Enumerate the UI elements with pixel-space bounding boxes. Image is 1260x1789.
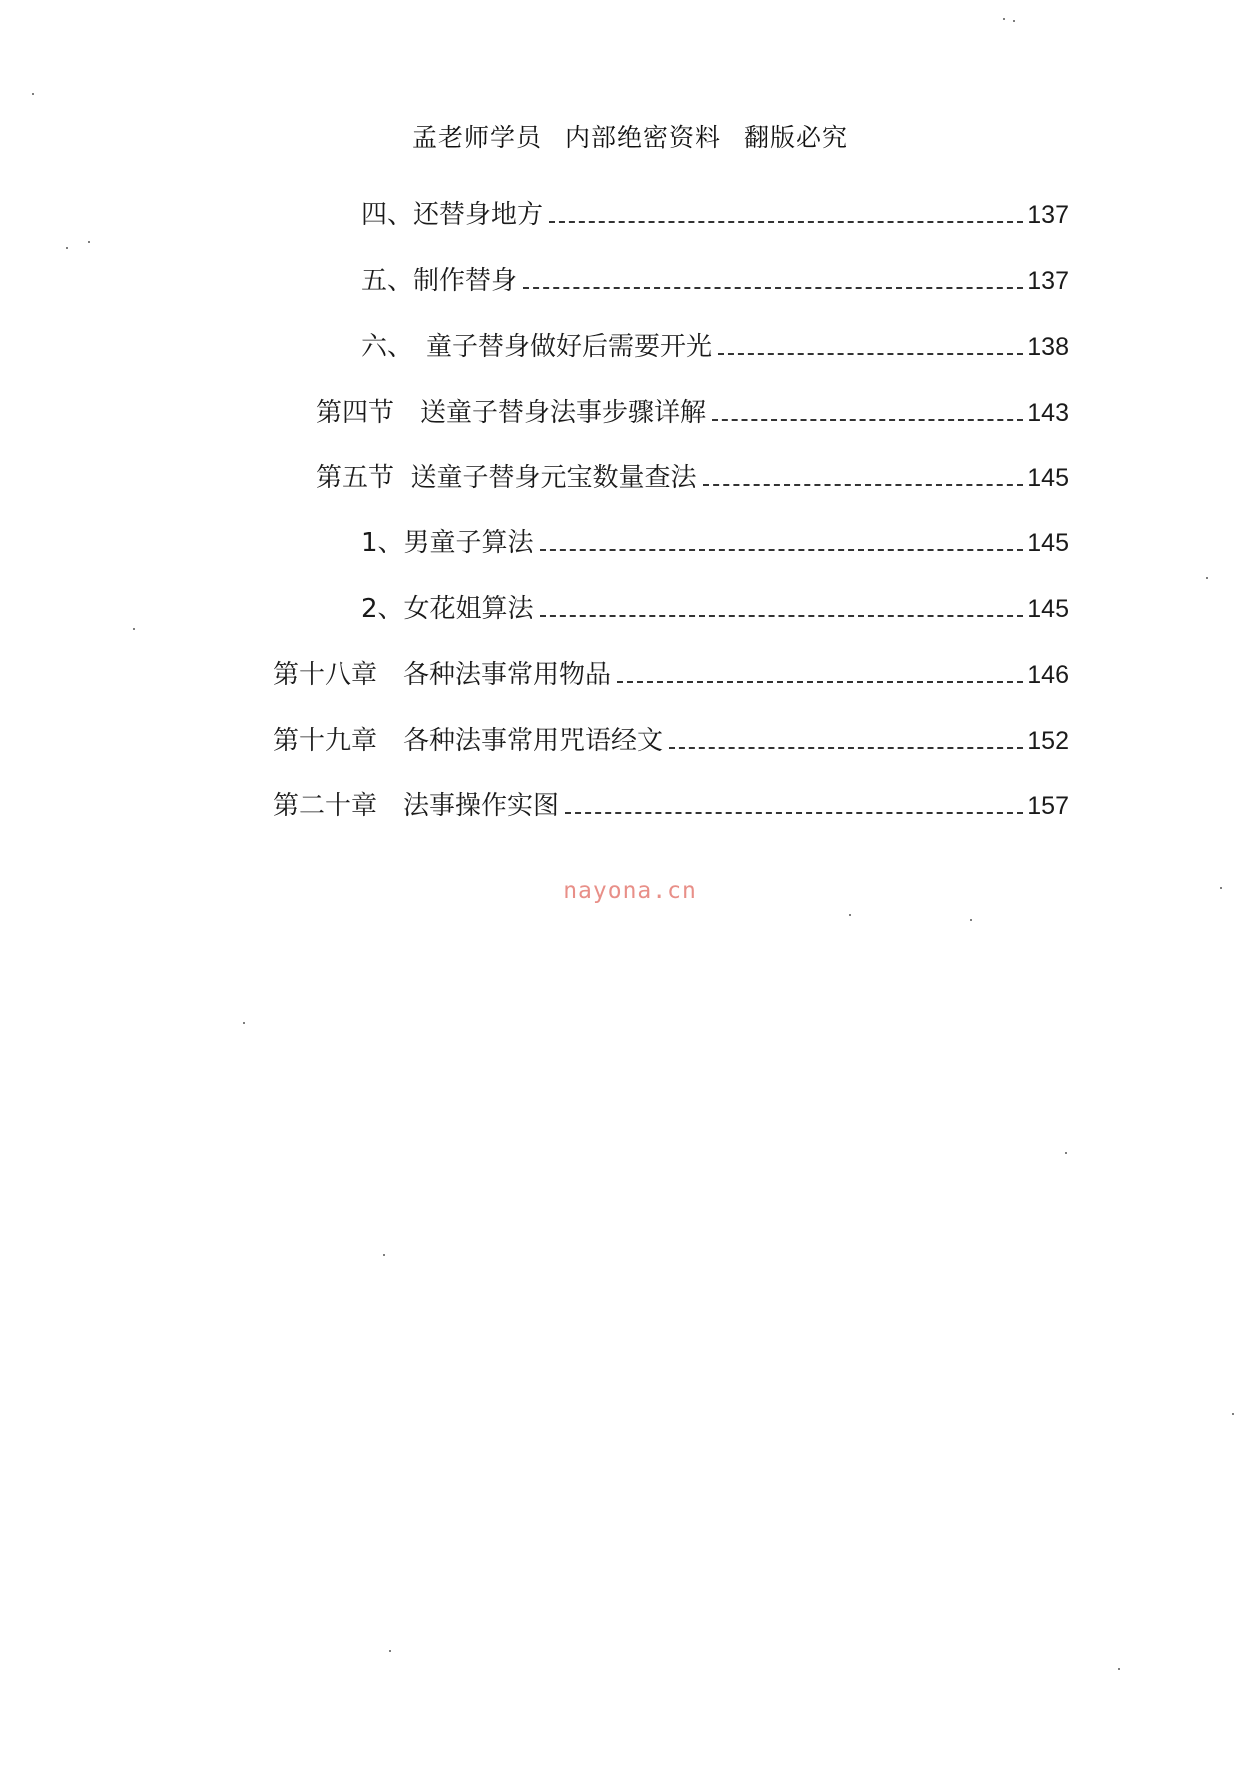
toc-page-number: 157 xyxy=(1027,792,1069,820)
scan-speck xyxy=(1065,1152,1067,1154)
toc-entry[interactable] xyxy=(361,523,1069,563)
scan-speck xyxy=(1003,18,1005,20)
scan-speck xyxy=(849,914,851,916)
scan-speck xyxy=(133,628,135,630)
toc-entry[interactable] xyxy=(361,195,1069,235)
scan-speck xyxy=(389,1650,391,1652)
toc-entry[interactable] xyxy=(273,655,1069,695)
toc-leader xyxy=(718,353,1023,355)
toc-leader xyxy=(669,747,1023,749)
scan-speck xyxy=(383,1254,385,1256)
toc-entry[interactable] xyxy=(273,721,1069,761)
scan-speck xyxy=(1220,887,1222,889)
toc-entry[interactable] xyxy=(273,786,1069,826)
toc-page-number: 138 xyxy=(1027,333,1069,361)
header-student: 孟老师学员 xyxy=(412,123,543,152)
toc-entry[interactable] xyxy=(361,589,1069,629)
toc-page-number: 137 xyxy=(1027,201,1069,229)
toc-page-number: 146 xyxy=(1027,661,1069,689)
toc-page-number: 137 xyxy=(1027,267,1069,295)
toc-entry[interactable] xyxy=(361,261,1069,301)
toc-entry-label: 第四节 送童子替身法事步骤详解 xyxy=(316,398,707,428)
toc-entry-label: 2、女花姐算法 xyxy=(361,594,534,624)
toc-page-number: 143 xyxy=(1027,399,1069,427)
toc-page-number: 152 xyxy=(1027,727,1069,755)
scan-speck xyxy=(32,93,34,95)
scan-speck xyxy=(970,919,972,921)
toc-leader xyxy=(565,812,1023,814)
toc-leader xyxy=(703,484,1024,486)
watermark: nayona.cn xyxy=(563,878,697,904)
scan-speck xyxy=(66,247,68,249)
scan-speck xyxy=(1118,1668,1120,1670)
scan-speck xyxy=(1206,577,1208,579)
toc-entry-label: 第五节 送童子替身元宝数量查法 xyxy=(316,463,697,493)
toc-leader xyxy=(540,549,1024,551)
toc-entry-label: 第十九章 各种法事常用咒语经文 xyxy=(273,726,664,756)
scan-speck xyxy=(88,241,90,243)
header-confidential: 内部绝密资料 xyxy=(564,123,721,152)
scan-speck xyxy=(243,1022,245,1024)
scan-speck xyxy=(1013,20,1015,22)
toc-entry-label: 第十八章 各种法事常用物品 xyxy=(273,660,612,690)
toc-leader xyxy=(617,681,1023,683)
toc-entry-label: 第二十章 法事操作实图 xyxy=(273,791,560,821)
toc-entry[interactable] xyxy=(316,393,1069,433)
toc-leader xyxy=(540,615,1024,617)
toc-entry-label: 四、还替身地方 xyxy=(361,200,544,230)
toc-entry-label: 五、制作替身 xyxy=(361,266,518,296)
toc-entry-label: 1、男童子算法 xyxy=(361,528,534,558)
header-copyright: 翻版必究 xyxy=(743,123,848,152)
toc-entry[interactable] xyxy=(361,327,1069,367)
toc-leader xyxy=(549,221,1023,223)
scan-speck xyxy=(1232,1413,1234,1415)
toc-page-number: 145 xyxy=(1027,595,1069,623)
toc-page-number: 145 xyxy=(1027,464,1069,492)
toc-leader xyxy=(712,419,1023,421)
toc-leader xyxy=(523,287,1023,289)
toc-entry-label: 六、 童子替身做好后需要开光 xyxy=(361,332,713,362)
toc-entry[interactable] xyxy=(316,458,1069,498)
toc-page-number: 145 xyxy=(1027,529,1069,557)
